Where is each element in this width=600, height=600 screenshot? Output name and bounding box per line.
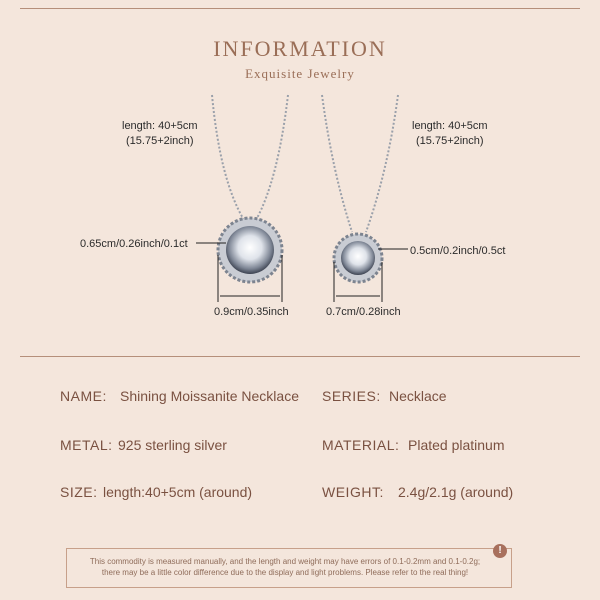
top-border-line [20,8,580,9]
right-chain [322,95,352,232]
middle-border-line [20,356,580,357]
notice-line-1: This commodity is measured manually, and the length and weight may have errors of 0.1-0.2mm and 0.1-0.2g; [89,557,481,566]
series-value: Necklace [389,388,447,404]
notice-text [80,556,490,578]
size-label: SIZE: [60,484,98,500]
left-pendant-stone [226,226,274,274]
page-title: INFORMATION [213,36,387,61]
right-width-label: 0.7cm/0.28inch [326,306,401,318]
left-length-inch-label: (15.75+2inch) [126,135,194,147]
size-value: length:40+5cm (around) [103,484,253,500]
name-value: Shining Moissanite Necklace [120,388,299,404]
left-chain [212,95,244,220]
metal-value: 925 sterling silver [118,437,227,453]
right-chain-right [366,95,398,232]
left-stone-size-label: 0.65cm/0.26inch/0.1ct [80,238,188,250]
right-stone-size-label: 0.5cm/0.2inch/0.5ct [410,245,506,257]
name-label: NAME: [60,388,107,404]
right-length-label: length: 40+5cm [412,120,488,132]
series-label: SERIES: [322,388,381,404]
material-value: Plated platinum [408,437,505,453]
left-chain-right [256,95,288,220]
weight-label: WEIGHT: [322,484,384,500]
right-pendant-stone [341,241,375,275]
weight-value: 2.4g/2.1g (around) [398,484,514,500]
necklace-illustration [0,90,600,330]
left-width-label: 0.9cm/0.35inch [214,306,289,318]
right-length-inch-label: (15.75+2inch) [416,135,484,147]
metal-label: METAL: [60,437,113,453]
left-length-label: length: 40+5cm [122,120,198,132]
page-subtitle: Exquisite Jewelry [245,66,355,81]
material-label: MATERIAL: [322,437,400,453]
warning-icon: ! [493,544,507,558]
notice-line-2: there may be a little color difference due to the display and light problems. Please refer to the real thing! [101,568,469,577]
